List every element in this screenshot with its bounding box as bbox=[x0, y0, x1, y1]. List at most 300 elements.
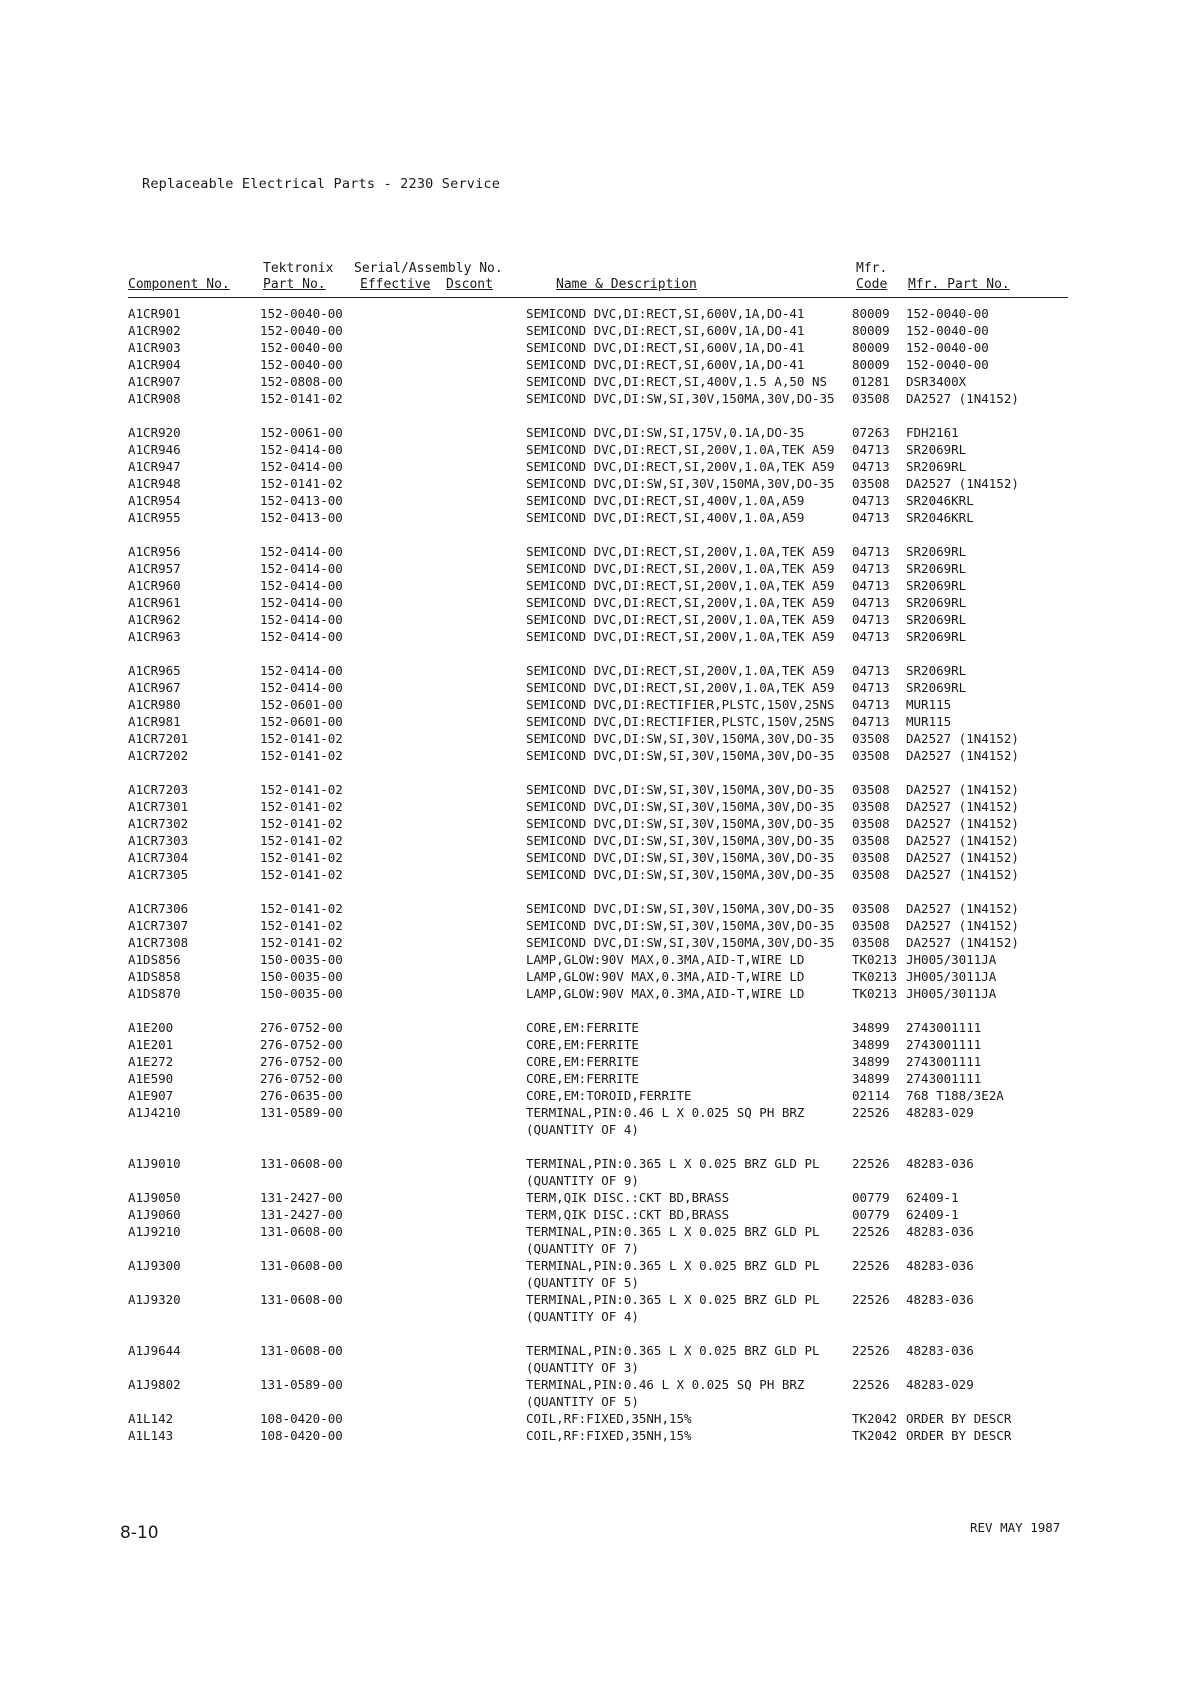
component-no-cell: A1CR903 bbox=[128, 340, 181, 355]
mfr-code-cell: 22526 bbox=[852, 1105, 890, 1120]
table-row bbox=[118, 441, 1078, 458]
table-row bbox=[118, 305, 1078, 322]
description-cell: CORE,EM:TOROID,FERRITE bbox=[526, 1088, 692, 1103]
component-no-cell: A1J9050 bbox=[128, 1190, 181, 1205]
mfr-part-no-cell: 48283-036 bbox=[906, 1343, 974, 1358]
part-no-cell: 152-0414-00 bbox=[260, 595, 343, 610]
page-title: Replaceable Electrical Parts - 2230 Service bbox=[142, 176, 501, 192]
mfr-code-cell: TK0213 bbox=[852, 952, 898, 967]
description-cell: CORE,EM:FERRITE bbox=[526, 1071, 639, 1086]
table-row bbox=[118, 781, 1078, 798]
description-cell: SEMICOND DVC,DI:RECT,SI,600V,1A,DO-41 bbox=[526, 306, 805, 321]
part-no-cell: 152-0414-00 bbox=[260, 459, 343, 474]
table-row bbox=[118, 356, 1078, 373]
mfr-part-no-cell: DA2527 (1N4152) bbox=[906, 901, 1019, 916]
component-no-cell: A1DS856 bbox=[128, 952, 181, 967]
mfr-code-cell: 00779 bbox=[852, 1207, 890, 1222]
description-cell: TERMINAL,PIN:0.365 L X 0.025 BRZ GLD PL (QUANTITY OF 4) bbox=[526, 1292, 820, 1324]
page-number: 8-10 bbox=[120, 1523, 159, 1543]
part-no-cell: 152-0601-00 bbox=[260, 697, 343, 712]
part-no-cell: 152-0413-00 bbox=[260, 493, 343, 508]
table-row bbox=[118, 1427, 1078, 1444]
part-no-cell: 152-0414-00 bbox=[260, 629, 343, 644]
component-no-cell: A1CR948 bbox=[128, 476, 181, 491]
component-no-cell: A1CR7203 bbox=[128, 782, 189, 797]
part-no-cell: 152-0061-00 bbox=[260, 425, 343, 440]
table-row bbox=[118, 1223, 1078, 1257]
description-cell: SEMICOND DVC,DI:RECT,SI,200V,1.0A,TEK A59 bbox=[526, 578, 835, 593]
mfr-code-cell: 03508 bbox=[852, 935, 890, 950]
component-no-cell: A1CR961 bbox=[128, 595, 181, 610]
table-row bbox=[118, 373, 1078, 390]
component-no-cell: A1CR960 bbox=[128, 578, 181, 593]
table-row bbox=[118, 560, 1078, 577]
mfr-part-no-cell: 2743001111 bbox=[906, 1037, 982, 1052]
part-no-cell: 152-0141-02 bbox=[260, 476, 343, 491]
col-code: Code bbox=[856, 277, 888, 292]
description-cell: SEMICOND DVC,DI:RECT,SI,600V,1A,DO-41 bbox=[526, 323, 805, 338]
mfr-code-cell: 02114 bbox=[852, 1088, 890, 1103]
part-no-cell: 108-0420-00 bbox=[260, 1411, 343, 1426]
mfr-code-cell: 04713 bbox=[852, 714, 890, 729]
part-no-cell: 152-0808-00 bbox=[260, 374, 343, 389]
mfr-part-no-cell: 2743001111 bbox=[906, 1020, 982, 1035]
description-cell: COIL,RF:FIXED,35NH,15% bbox=[526, 1411, 692, 1426]
description-cell: SEMICOND DVC,DI:SW,SI,175V,0.1A,DO-35 bbox=[526, 425, 805, 440]
parts-group bbox=[118, 900, 1078, 1002]
mfr-code-cell: 03508 bbox=[852, 476, 890, 491]
part-no-cell: 152-0141-02 bbox=[260, 782, 343, 797]
mfr-part-no-cell: SR2069RL bbox=[906, 629, 967, 644]
part-no-cell: 152-0141-02 bbox=[260, 918, 343, 933]
part-no-cell: 131-0589-00 bbox=[260, 1105, 343, 1120]
table-row bbox=[118, 322, 1078, 339]
description-cell: TERMINAL,PIN:0.46 L X 0.025 SQ PH BRZ (QUANTITY OF 5) bbox=[526, 1377, 805, 1409]
mfr-part-no-cell: SR2069RL bbox=[906, 442, 967, 457]
mfr-part-no-cell: 48283-029 bbox=[906, 1377, 974, 1392]
mfr-code-cell: 03508 bbox=[852, 799, 890, 814]
description-cell: SEMICOND DVC,DI:SW,SI,30V,150MA,30V,DO-35 bbox=[526, 833, 835, 848]
component-no-cell: A1L143 bbox=[128, 1428, 174, 1443]
mfr-code-cell: 22526 bbox=[852, 1156, 890, 1171]
mfr-part-no-cell: DA2527 (1N4152) bbox=[906, 867, 1019, 882]
parts-group bbox=[118, 1342, 1078, 1444]
col-tektronix: Tektronix bbox=[263, 261, 334, 276]
mfr-part-no-cell: 768 T188/3E2A bbox=[906, 1088, 1004, 1103]
table-row bbox=[118, 1257, 1078, 1291]
mfr-code-cell: 80009 bbox=[852, 306, 890, 321]
mfr-code-cell: 00779 bbox=[852, 1190, 890, 1205]
component-no-cell: A1CR957 bbox=[128, 561, 181, 576]
component-no-cell: A1CR967 bbox=[128, 680, 181, 695]
mfr-part-no-cell: SR2069RL bbox=[906, 544, 967, 559]
table-row bbox=[118, 594, 1078, 611]
mfr-code-cell: 01281 bbox=[852, 374, 890, 389]
component-no-cell: A1DS870 bbox=[128, 986, 181, 1001]
mfr-part-no-cell: 48283-036 bbox=[906, 1292, 974, 1307]
mfr-code-cell: 04713 bbox=[852, 578, 890, 593]
mfr-code-cell: 80009 bbox=[852, 357, 890, 372]
table-row bbox=[118, 934, 1078, 951]
table-row bbox=[118, 832, 1078, 849]
mfr-code-cell: 03508 bbox=[852, 850, 890, 865]
part-no-cell: 131-0608-00 bbox=[260, 1156, 343, 1171]
component-no-cell: A1DS858 bbox=[128, 969, 181, 984]
table-row bbox=[118, 866, 1078, 883]
table-row bbox=[118, 747, 1078, 764]
table-row bbox=[118, 696, 1078, 713]
part-no-cell: 131-0608-00 bbox=[260, 1292, 343, 1307]
mfr-code-cell: 04713 bbox=[852, 612, 890, 627]
col-mfr-part-no: Mfr. Part No. bbox=[908, 277, 1010, 292]
table-row bbox=[118, 339, 1078, 356]
part-no-cell: 152-0141-02 bbox=[260, 833, 343, 848]
description-cell: SEMICOND DVC,DI:RECT,SI,200V,1.0A,TEK A59 bbox=[526, 680, 835, 695]
table-row bbox=[118, 1189, 1078, 1206]
mfr-code-cell: 22526 bbox=[852, 1258, 890, 1273]
mfr-code-cell: 34899 bbox=[852, 1054, 890, 1069]
mfr-code-cell: 22526 bbox=[852, 1292, 890, 1307]
mfr-part-no-cell: SR2046KRL bbox=[906, 493, 974, 508]
table-row bbox=[118, 968, 1078, 985]
mfr-code-cell: 04713 bbox=[852, 442, 890, 457]
col-name-description: Name & Description bbox=[556, 277, 697, 292]
component-no-cell: A1CR904 bbox=[128, 357, 181, 372]
component-no-cell: A1CR907 bbox=[128, 374, 181, 389]
description-cell: TERMINAL,PIN:0.46 L X 0.025 SQ PH BRZ (QUANTITY OF 4) bbox=[526, 1105, 805, 1137]
col-effective: Effective bbox=[360, 277, 431, 292]
mfr-code-cell: 80009 bbox=[852, 340, 890, 355]
component-no-cell: A1CR901 bbox=[128, 306, 181, 321]
table-row bbox=[118, 951, 1078, 968]
description-cell: SEMICOND DVC,DI:SW,SI,30V,150MA,30V,DO-35 bbox=[526, 799, 835, 814]
component-no-cell: A1E200 bbox=[128, 1020, 174, 1035]
mfr-code-cell: 03508 bbox=[852, 731, 890, 746]
description-cell: SEMICOND DVC,DI:SW,SI,30V,150MA,30V,DO-35 bbox=[526, 782, 835, 797]
parts-table bbox=[118, 305, 1078, 1461]
description-cell: CORE,EM:FERRITE bbox=[526, 1020, 639, 1035]
part-no-cell: 152-0141-02 bbox=[260, 799, 343, 814]
component-no-cell: A1CR980 bbox=[128, 697, 181, 712]
description-cell: SEMICOND DVC,DI:SW,SI,30V,150MA,30V,DO-35 bbox=[526, 918, 835, 933]
mfr-code-cell: 34899 bbox=[852, 1071, 890, 1086]
part-no-cell: 152-0040-00 bbox=[260, 323, 343, 338]
mfr-part-no-cell: DA2527 (1N4152) bbox=[906, 833, 1019, 848]
mfr-code-cell: 03508 bbox=[852, 391, 890, 406]
description-cell: COIL,RF:FIXED,35NH,15% bbox=[526, 1428, 692, 1443]
mfr-part-no-cell: MUR115 bbox=[906, 697, 952, 712]
mfr-part-no-cell: 48283-036 bbox=[906, 1156, 974, 1171]
part-no-cell: 152-0414-00 bbox=[260, 544, 343, 559]
component-no-cell: A1CR902 bbox=[128, 323, 181, 338]
mfr-code-cell: 04713 bbox=[852, 663, 890, 678]
component-no-cell: A1J9210 bbox=[128, 1224, 181, 1239]
mfr-code-cell: 03508 bbox=[852, 782, 890, 797]
mfr-part-no-cell: SR2046KRL bbox=[906, 510, 974, 525]
part-no-cell: 152-0141-02 bbox=[260, 867, 343, 882]
parts-group bbox=[118, 424, 1078, 526]
mfr-code-cell: 22526 bbox=[852, 1343, 890, 1358]
table-row bbox=[118, 1410, 1078, 1427]
description-cell: SEMICOND DVC,DI:RECT,SI,600V,1A,DO-41 bbox=[526, 340, 805, 355]
description-cell: SEMICOND DVC,DI:SW,SI,30V,150MA,30V,DO-35 bbox=[526, 816, 835, 831]
mfr-code-cell: 22526 bbox=[852, 1224, 890, 1239]
mfr-code-cell: 04713 bbox=[852, 544, 890, 559]
parts-group bbox=[118, 662, 1078, 764]
mfr-part-no-cell: DA2527 (1N4152) bbox=[906, 816, 1019, 831]
mfr-part-no-cell: 48283-036 bbox=[906, 1258, 974, 1273]
component-no-cell: A1J9060 bbox=[128, 1207, 181, 1222]
table-row bbox=[118, 1036, 1078, 1053]
mfr-part-no-cell: SR2069RL bbox=[906, 595, 967, 610]
component-no-cell: A1CR946 bbox=[128, 442, 181, 457]
mfr-code-cell: TK0213 bbox=[852, 986, 898, 1001]
mfr-part-no-cell: 48283-029 bbox=[906, 1105, 974, 1120]
mfr-code-cell: 04713 bbox=[852, 697, 890, 712]
description-cell: TERM,QIK DISC.:CKT BD,BRASS bbox=[526, 1190, 730, 1205]
col-part-no: Part No. bbox=[263, 277, 326, 292]
mfr-code-cell: 04713 bbox=[852, 459, 890, 474]
table-row bbox=[118, 1070, 1078, 1087]
component-no-cell: A1CR7302 bbox=[128, 816, 189, 831]
description-cell: SEMICOND DVC,DI:RECTIFIER,PLSTC,150V,25NS bbox=[526, 697, 835, 712]
part-no-cell: 152-0141-02 bbox=[260, 731, 343, 746]
mfr-part-no-cell: SR2069RL bbox=[906, 459, 967, 474]
component-no-cell: A1J9644 bbox=[128, 1343, 181, 1358]
mfr-part-no-cell: DA2527 (1N4152) bbox=[906, 799, 1019, 814]
description-cell: SEMICOND DVC,DI:SW,SI,30V,150MA,30V,DO-35 bbox=[526, 901, 835, 916]
part-no-cell: 152-0414-00 bbox=[260, 561, 343, 576]
description-cell: SEMICOND DVC,DI:RECTIFIER,PLSTC,150V,25NS bbox=[526, 714, 835, 729]
table-row bbox=[118, 985, 1078, 1002]
component-no-cell: A1CR7202 bbox=[128, 748, 189, 763]
part-no-cell: 152-0601-00 bbox=[260, 714, 343, 729]
component-no-cell: A1CR956 bbox=[128, 544, 181, 559]
component-no-cell: A1CR920 bbox=[128, 425, 181, 440]
table-row bbox=[118, 1342, 1078, 1376]
mfr-part-no-cell: ORDER BY DESCR bbox=[906, 1428, 1012, 1443]
mfr-part-no-cell: 152-0040-00 bbox=[906, 340, 989, 355]
mfr-code-cell: 03508 bbox=[852, 748, 890, 763]
mfr-part-no-cell: 152-0040-00 bbox=[906, 306, 989, 321]
part-no-cell: 152-0141-02 bbox=[260, 850, 343, 865]
description-cell: SEMICOND DVC,DI:RECT,SI,200V,1.0A,TEK A59 bbox=[526, 544, 835, 559]
component-no-cell: A1CR908 bbox=[128, 391, 181, 406]
component-no-cell: A1CR7201 bbox=[128, 731, 189, 746]
mfr-part-no-cell: DA2527 (1N4152) bbox=[906, 850, 1019, 865]
col-dscont: Dscont bbox=[446, 277, 493, 292]
description-cell: SEMICOND DVC,DI:SW,SI,30V,150MA,30V,DO-35 bbox=[526, 391, 835, 406]
description-cell: TERMINAL,PIN:0.365 L X 0.025 BRZ GLD PL (QUANTITY OF 7) bbox=[526, 1224, 820, 1256]
part-no-cell: 276-0635-00 bbox=[260, 1088, 343, 1103]
description-cell: SEMICOND DVC,DI:RECT,SI,400V,1.0A,A59 bbox=[526, 493, 805, 508]
table-row bbox=[118, 475, 1078, 492]
component-no-cell: A1CR7308 bbox=[128, 935, 189, 950]
component-no-cell: A1E907 bbox=[128, 1088, 174, 1103]
mfr-code-cell: TK2042 bbox=[852, 1411, 898, 1426]
mfr-part-no-cell: DA2527 (1N4152) bbox=[906, 731, 1019, 746]
table-row bbox=[118, 1087, 1078, 1104]
table-row bbox=[118, 1291, 1078, 1325]
parts-group bbox=[118, 1019, 1078, 1138]
component-no-cell: A1E272 bbox=[128, 1054, 174, 1069]
description-cell: SEMICOND DVC,DI:SW,SI,30V,150MA,30V,DO-35 bbox=[526, 731, 835, 746]
part-no-cell: 152-0141-02 bbox=[260, 935, 343, 950]
part-no-cell: 131-0608-00 bbox=[260, 1258, 343, 1273]
description-cell: TERMINAL,PIN:0.365 L X 0.025 BRZ GLD PL (QUANTITY OF 5) bbox=[526, 1258, 820, 1290]
mfr-code-cell: 04713 bbox=[852, 680, 890, 695]
table-row bbox=[118, 543, 1078, 560]
part-no-cell: 276-0752-00 bbox=[260, 1037, 343, 1052]
description-cell: TERMINAL,PIN:0.365 L X 0.025 BRZ GLD PL (QUANTITY OF 3) bbox=[526, 1343, 820, 1375]
mfr-code-cell: 03508 bbox=[852, 833, 890, 848]
description-cell: TERMINAL,PIN:0.365 L X 0.025 BRZ GLD PL (QUANTITY OF 9) bbox=[526, 1156, 820, 1188]
table-row bbox=[118, 1376, 1078, 1410]
mfr-code-cell: 04713 bbox=[852, 493, 890, 508]
component-no-cell: A1CR7303 bbox=[128, 833, 189, 848]
mfr-code-cell: 80009 bbox=[852, 323, 890, 338]
description-cell: SEMICOND DVC,DI:RECT,SI,400V,1.0A,A59 bbox=[526, 510, 805, 525]
part-no-cell: 152-0414-00 bbox=[260, 663, 343, 678]
part-no-cell: 152-0141-02 bbox=[260, 816, 343, 831]
mfr-part-no-cell: DA2527 (1N4152) bbox=[906, 476, 1019, 491]
part-no-cell: 152-0040-00 bbox=[260, 340, 343, 355]
description-cell: SEMICOND DVC,DI:RECT,SI,200V,1.0A,TEK A59 bbox=[526, 629, 835, 644]
table-row bbox=[118, 662, 1078, 679]
table-row bbox=[118, 390, 1078, 407]
part-no-cell: 131-2427-00 bbox=[260, 1190, 343, 1205]
mfr-part-no-cell: DA2527 (1N4152) bbox=[906, 391, 1019, 406]
table-row bbox=[118, 492, 1078, 509]
mfr-part-no-cell: 2743001111 bbox=[906, 1054, 982, 1069]
table-row bbox=[118, 1019, 1078, 1036]
mfr-code-cell: 03508 bbox=[852, 918, 890, 933]
description-cell: SEMICOND DVC,DI:SW,SI,30V,150MA,30V,DO-35 bbox=[526, 850, 835, 865]
description-cell: SEMICOND DVC,DI:SW,SI,30V,150MA,30V,DO-35 bbox=[526, 935, 835, 950]
col-mfr: Mfr. bbox=[856, 261, 888, 276]
component-no-cell: A1J4210 bbox=[128, 1105, 181, 1120]
mfr-part-no-cell: SR2069RL bbox=[906, 680, 967, 695]
mfr-part-no-cell: 62409-1 bbox=[906, 1207, 959, 1222]
mfr-code-cell: 03508 bbox=[852, 816, 890, 831]
component-no-cell: A1CR955 bbox=[128, 510, 181, 525]
table-row bbox=[118, 798, 1078, 815]
revision-date: REV MAY 1987 bbox=[970, 1520, 1061, 1535]
component-no-cell: A1CR7306 bbox=[128, 901, 189, 916]
description-cell: LAMP,GLOW:90V MAX,0.3MA,AID-T,WIRE LD bbox=[526, 969, 805, 984]
component-no-cell: A1E590 bbox=[128, 1071, 174, 1086]
mfr-code-cell: TK0213 bbox=[852, 969, 898, 984]
part-no-cell: 131-2427-00 bbox=[260, 1207, 343, 1222]
component-no-cell: A1CR7301 bbox=[128, 799, 189, 814]
mfr-part-no-cell: SR2069RL bbox=[906, 561, 967, 576]
table-row bbox=[118, 577, 1078, 594]
table-row bbox=[118, 458, 1078, 475]
mfr-code-cell: 22526 bbox=[852, 1377, 890, 1392]
mfr-code-cell: 07263 bbox=[852, 425, 890, 440]
mfr-part-no-cell: DA2527 (1N4152) bbox=[906, 918, 1019, 933]
table-row bbox=[118, 1206, 1078, 1223]
table-row bbox=[118, 509, 1078, 526]
table-row bbox=[118, 1104, 1078, 1138]
mfr-part-no-cell: 48283-036 bbox=[906, 1224, 974, 1239]
mfr-part-no-cell: JH005/3011JA bbox=[906, 986, 997, 1001]
mfr-part-no-cell: DA2527 (1N4152) bbox=[906, 782, 1019, 797]
mfr-part-no-cell: SR2069RL bbox=[906, 612, 967, 627]
description-cell: CORE,EM:FERRITE bbox=[526, 1037, 639, 1052]
parts-group bbox=[118, 1155, 1078, 1325]
mfr-part-no-cell: SR2069RL bbox=[906, 578, 967, 593]
mfr-part-no-cell: 62409-1 bbox=[906, 1190, 959, 1205]
mfr-part-no-cell: DSR3400X bbox=[906, 374, 967, 389]
part-no-cell: 152-0414-00 bbox=[260, 612, 343, 627]
part-no-cell: 152-0413-00 bbox=[260, 510, 343, 525]
component-no-cell: A1J9320 bbox=[128, 1292, 181, 1307]
description-cell: SEMICOND DVC,DI:RECT,SI,200V,1.0A,TEK A59 bbox=[526, 595, 835, 610]
description-cell: CORE,EM:FERRITE bbox=[526, 1054, 639, 1069]
table-row bbox=[118, 1053, 1078, 1070]
part-no-cell: 152-0414-00 bbox=[260, 442, 343, 457]
mfr-code-cell: 34899 bbox=[852, 1037, 890, 1052]
component-no-cell: A1CR962 bbox=[128, 612, 181, 627]
component-no-cell: A1J9300 bbox=[128, 1258, 181, 1273]
part-no-cell: 276-0752-00 bbox=[260, 1020, 343, 1035]
table-row bbox=[118, 917, 1078, 934]
table-row bbox=[118, 628, 1078, 645]
component-no-cell: A1CR965 bbox=[128, 663, 181, 678]
description-cell: SEMICOND DVC,DI:RECT,SI,200V,1.0A,TEK A59 bbox=[526, 612, 835, 627]
mfr-code-cell: 04713 bbox=[852, 629, 890, 644]
description-cell: SEMICOND DVC,DI:RECT,SI,400V,1.5 A,50 NS bbox=[526, 374, 828, 389]
part-no-cell: 152-0141-02 bbox=[260, 391, 343, 406]
description-cell: LAMP,GLOW:90V MAX,0.3MA,AID-T,WIRE LD bbox=[526, 952, 805, 967]
mfr-part-no-cell: ORDER BY DESCR bbox=[906, 1411, 1012, 1426]
mfr-code-cell: 03508 bbox=[852, 901, 890, 916]
component-no-cell: A1CR963 bbox=[128, 629, 181, 644]
table-row bbox=[118, 424, 1078, 441]
part-no-cell: 276-0752-00 bbox=[260, 1071, 343, 1086]
description-cell: SEMICOND DVC,DI:SW,SI,30V,150MA,30V,DO-35 bbox=[526, 476, 835, 491]
mfr-code-cell: TK2042 bbox=[852, 1428, 898, 1443]
component-no-cell: A1J9802 bbox=[128, 1377, 181, 1392]
table-row bbox=[118, 679, 1078, 696]
part-no-cell: 152-0141-02 bbox=[260, 748, 343, 763]
description-cell: SEMICOND DVC,DI:RECT,SI,200V,1.0A,TEK A59 bbox=[526, 442, 835, 457]
table-row bbox=[118, 611, 1078, 628]
description-cell: SEMICOND DVC,DI:RECT,SI,200V,1.0A,TEK A59 bbox=[526, 459, 835, 474]
description-cell: SEMICOND DVC,DI:SW,SI,30V,150MA,30V,DO-35 bbox=[526, 748, 835, 763]
description-cell: SEMICOND DVC,DI:RECT,SI,600V,1A,DO-41 bbox=[526, 357, 805, 372]
table-row bbox=[118, 730, 1078, 747]
mfr-part-no-cell: DA2527 (1N4152) bbox=[906, 935, 1019, 950]
component-no-cell: A1CR7305 bbox=[128, 867, 189, 882]
col-component-no: Component No. bbox=[128, 277, 230, 292]
component-no-cell: A1CR981 bbox=[128, 714, 181, 729]
parts-group bbox=[118, 781, 1078, 883]
mfr-part-no-cell: 152-0040-00 bbox=[906, 323, 989, 338]
part-no-cell: 131-0589-00 bbox=[260, 1377, 343, 1392]
description-cell: LAMP,GLOW:90V MAX,0.3MA,AID-T,WIRE LD bbox=[526, 986, 805, 1001]
component-no-cell: A1CR7304 bbox=[128, 850, 189, 865]
component-no-cell: A1L142 bbox=[128, 1411, 174, 1426]
part-no-cell: 150-0035-00 bbox=[260, 986, 343, 1001]
table-row bbox=[118, 713, 1078, 730]
mfr-part-no-cell: JH005/3011JA bbox=[906, 952, 997, 967]
part-no-cell: 131-0608-00 bbox=[260, 1343, 343, 1358]
header-rule bbox=[128, 297, 1068, 298]
mfr-part-no-cell: 2743001111 bbox=[906, 1071, 982, 1086]
table-row bbox=[118, 1155, 1078, 1189]
